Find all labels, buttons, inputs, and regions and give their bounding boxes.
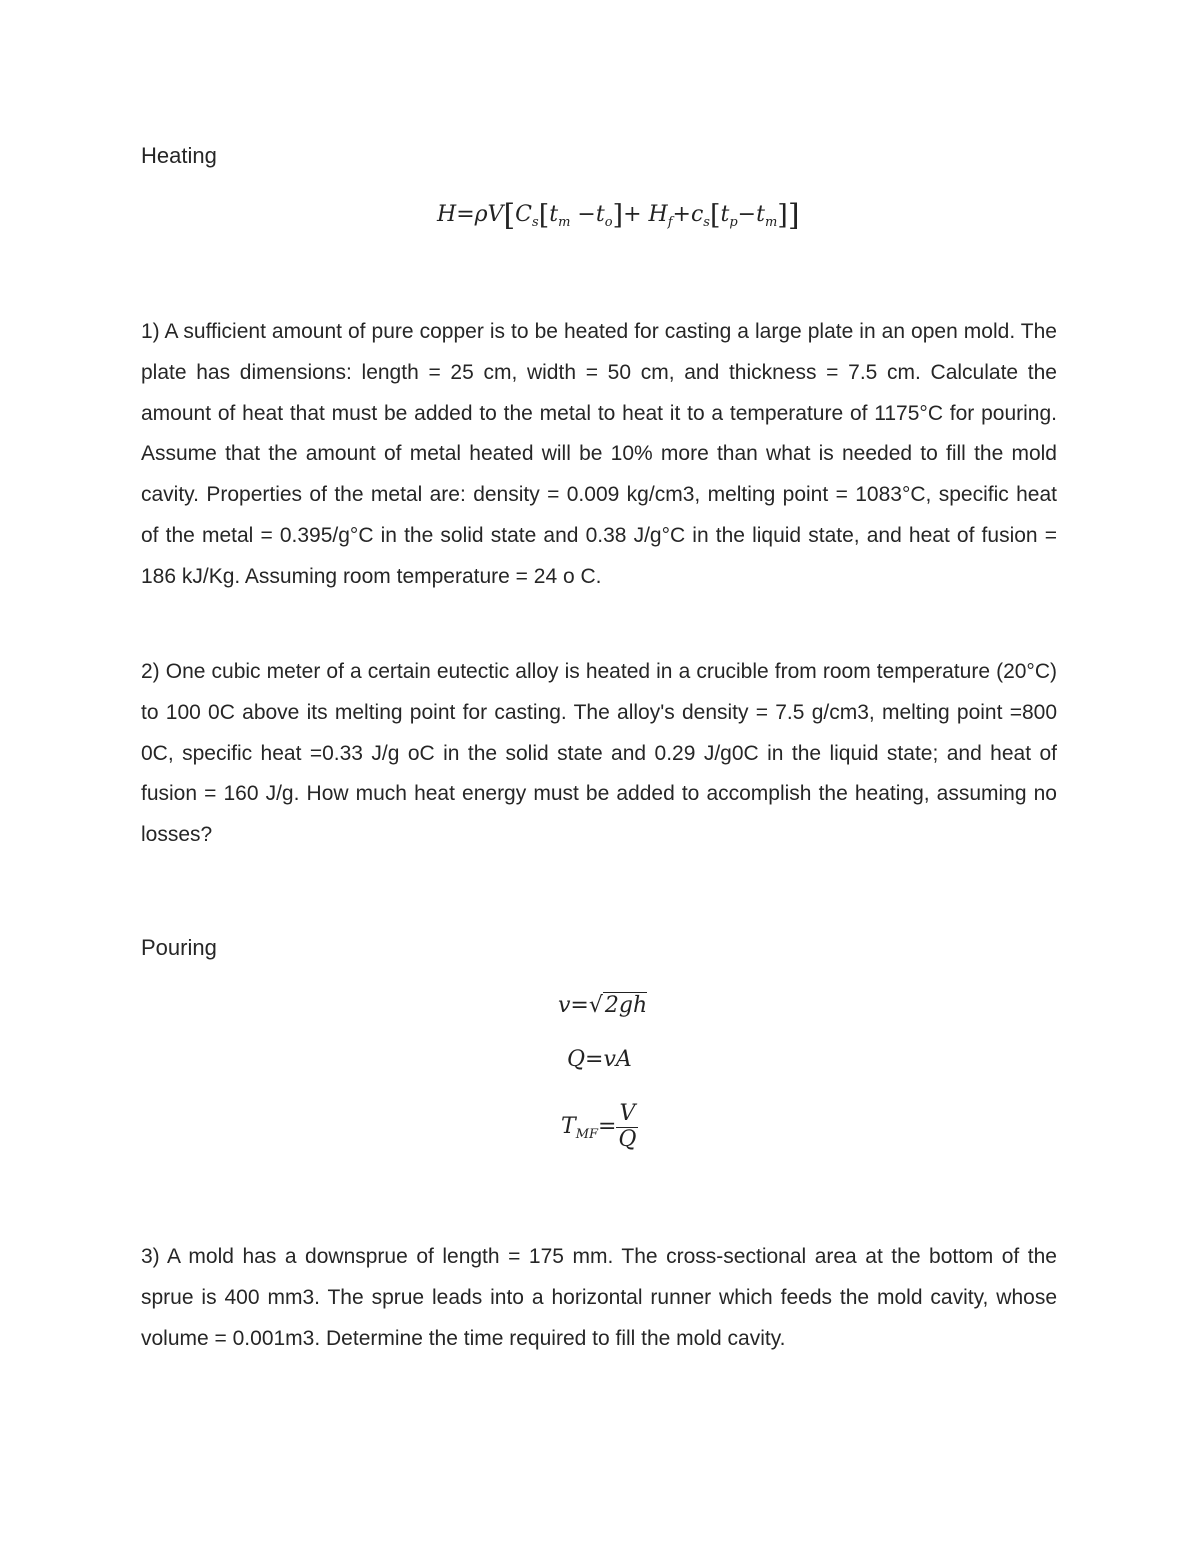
fill-time-fraction: $\frac{V}{Q}$: [618, 1101, 637, 1152]
heat-equation: $H=\rho V[C_s[t_m -t_o]+ H_f+c_s[t_p-t_m]]$: [437, 198, 800, 233]
problem-2-text: 2) One cubic meter of a certain eutectic alloy is heated in a crucible from room temperature (20°C) to 100 0C above its melting point for casting. The alloy's density = 7.5 g/cm3, melting point =800 0C, specific heat =0.33 J/g oC in the solid state and 0.29 J/g0C in the liquid state; and heat of fusion = 160 J/g. How much heat energy must be added to accomplish the heating, assuming no losses?: [141, 660, 1057, 847]
velocity-equation: v=√2gh: [558, 993, 648, 1018]
problem-1-text: 1) A sufficient amount of pure copper is to be heated for casting a large plate in an open mold. The plate has dimensions: length = 25 cm, width = 50 cm, and thickness = 7.5 cm. Calculate the amount of heat that must be added to the metal to heat it to a temperature of 1175°C for pouring. Assume that the amount of metal heated will be 10% more than what is needed to fill the mold cavity. Properties of the metal are: density = 0.009 kg/cm3, melting point = 1083°C, specific heat of the metal = 0.395/g°C in the solid state and 0.38 J/g°C in the liquid state, and heat of fusion = 186 kJ/Kg. Assuming room temperature = 24 o C.: [141, 320, 1057, 588]
section-heading-pouring: Pouring: [141, 935, 217, 960]
section-heading-heating: Heating: [141, 143, 217, 168]
problem-3-text: 3) A mold has a downsprue of length = 175 mm. The cross-sectional area at the bottom of the sprue is 400 mm3. The sprue leads into a horizontal runner which feeds the mold cavity, whose volume = 0.001m3. Determine the time required to fill the mold cavity.: [141, 1245, 1057, 1350]
fill-time-equation: $T_{MF}=$ $\frac{V}{Q}$: [561, 1101, 637, 1152]
flow-rate-equation: Q=vA: [567, 1047, 632, 1072]
